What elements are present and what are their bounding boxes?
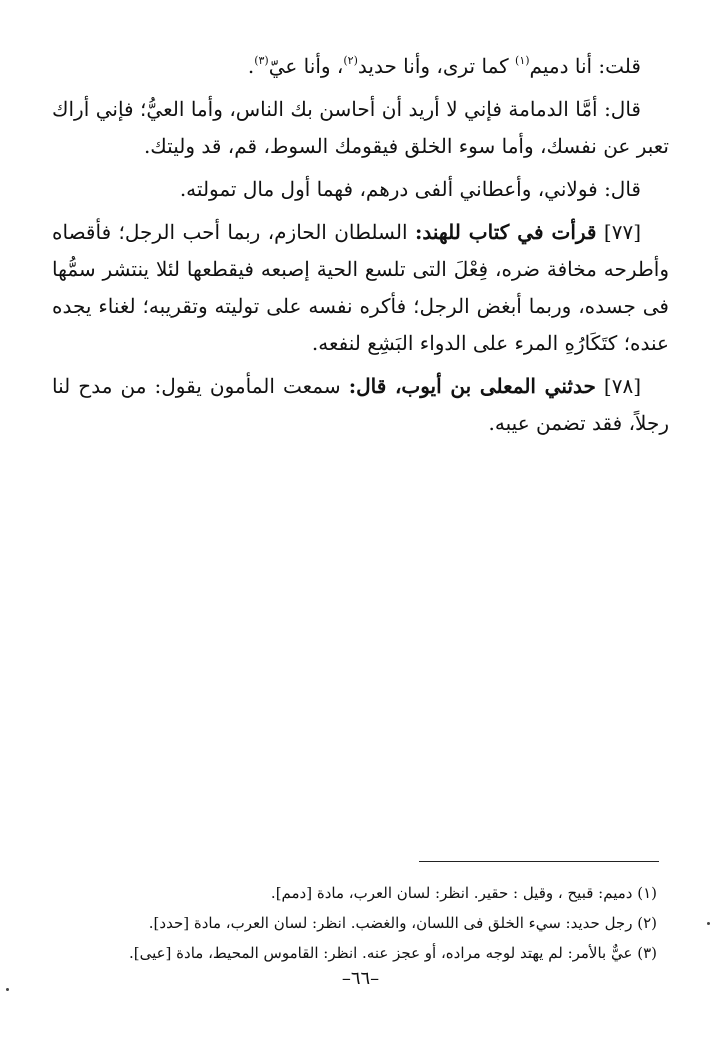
paragraph-77-heading: قرأت في كتاب للهند:	[414, 220, 597, 244]
scan-speck	[6, 988, 9, 991]
paragraph-dialogue-1: قلت: أنا دميم$^{(١)}$ كما ترى، وأنا حديد$^{(٢)}$، وأنا عيّ$^{(٣)}$.	[247, 54, 641, 78]
footnote-divider	[419, 861, 659, 862]
paragraph-78-heading: حدثني المعلى بن أيوب، قال:	[348, 374, 596, 398]
paragraph-77: [٧٧] قرأت في كتاب للهند: السلطان الحازم، ربما أحب الرجل؛ فأقصاه وأطرحه مخافة ضره، فِعْلَ التى تلسع الحية إصبعه فيقطعها لئلا ينتشر سمُّها فى جسده، وربما أبغض الرجل؛ فأكره نفسه على توليته وتقريبه؛ لغناء يجده عنده؛ كتَكَارُهِ المرء على الدواء البَشِع لنفعه.	[52, 220, 669, 355]
footnote-3: (٣) عيٌّ بالأمر: لم يهتد لوجه مراده، أو عجز عنه. انظر: القاموس المحيط، مادة [عيى].	[128, 944, 657, 962]
paragraph-78: [٧٨] حدثني المعلى بن أيوب، قال: سمعت المأمون يقول: من مدح لنا رجلاً، فقد تضمن عيبه.	[52, 374, 669, 435]
footnote-2: (٢) رجل حديد: سيء الخلق فى اللسان، والغضب. انظر: لسان العرب، مادة [حدد].	[148, 914, 657, 932]
footnote-ref-1: (١)	[515, 54, 530, 67]
footnote-1: (١) دميم: قبيح ، وقيل : حقير. انظر: لسان العرب، مادة [دمم].	[270, 884, 657, 902]
main-text	[52, 48, 669, 448]
page-number: –٦٦–	[341, 968, 380, 989]
scan-speck	[707, 922, 710, 925]
footnote-ref-3: (٣)	[254, 54, 269, 67]
paragraph-dialogue-3: قال: فولاني، وأعطاني ألفى درهم، فهما أول مال تمولته.	[179, 177, 641, 201]
footnotes	[52, 878, 657, 968]
footnote-ref-2: (٢)	[343, 54, 358, 67]
paragraph-dialogue-2: قال: أمَّا الدمامة فإني لا أريد أن أحاسن بك الناس، وأما العيُّ؛ فإني أراك تعبر عن نفسك، وأما سوء الخلق فيقومك السوط، قم، قد وليتك.	[52, 97, 669, 158]
